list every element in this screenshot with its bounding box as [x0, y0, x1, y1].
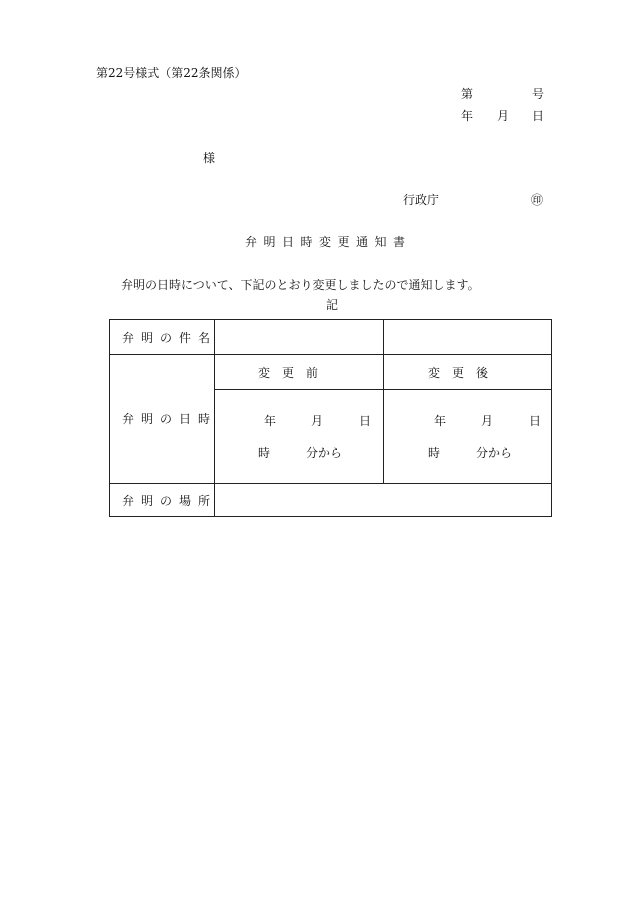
table-divider-row1	[110, 354, 551, 355]
before-month-label: 月	[311, 414, 324, 428]
header-after-change: 変 更 後	[428, 366, 489, 380]
before-hour-label: 時	[258, 446, 271, 460]
after-hour-label: 時	[428, 446, 441, 460]
date-month-label: 月	[497, 109, 510, 123]
after-month-label: 月	[481, 414, 494, 428]
before-minute-label: 分から	[306, 446, 343, 460]
table-divider-row2	[110, 483, 551, 484]
row-label-datetime: 弁明の日時	[122, 412, 218, 426]
date-day-label: 日	[532, 109, 545, 123]
addressee-honorific: 様	[203, 151, 216, 165]
document-number-suffix: 号	[532, 87, 545, 101]
before-day-label: 日	[359, 414, 372, 428]
row-label-case-name: 弁明の件名	[122, 331, 218, 345]
document-title: 弁明日時変更通知書	[245, 235, 412, 249]
header-before-change: 変 更 前	[258, 366, 319, 380]
date-year-label: 年	[461, 109, 474, 123]
notice-body-text: 弁明の日時について、下記のとおり変更しましたので通知します。	[121, 278, 480, 292]
table-divider-before-after	[383, 320, 384, 483]
form-number: 第22号様式（第22条関係）	[96, 66, 247, 80]
agency-name: 行政庁	[403, 193, 440, 207]
after-day-label: 日	[529, 414, 542, 428]
change-details-table	[109, 319, 552, 517]
ki-label: 記	[326, 298, 339, 312]
document-number-prefix: 第	[461, 87, 474, 101]
after-minute-label: 分から	[476, 446, 513, 460]
seal-mark: ㊞	[531, 193, 544, 207]
after-year-label: 年	[434, 414, 447, 428]
before-year-label: 年	[264, 414, 277, 428]
row-label-place: 弁明の場所	[122, 494, 218, 508]
